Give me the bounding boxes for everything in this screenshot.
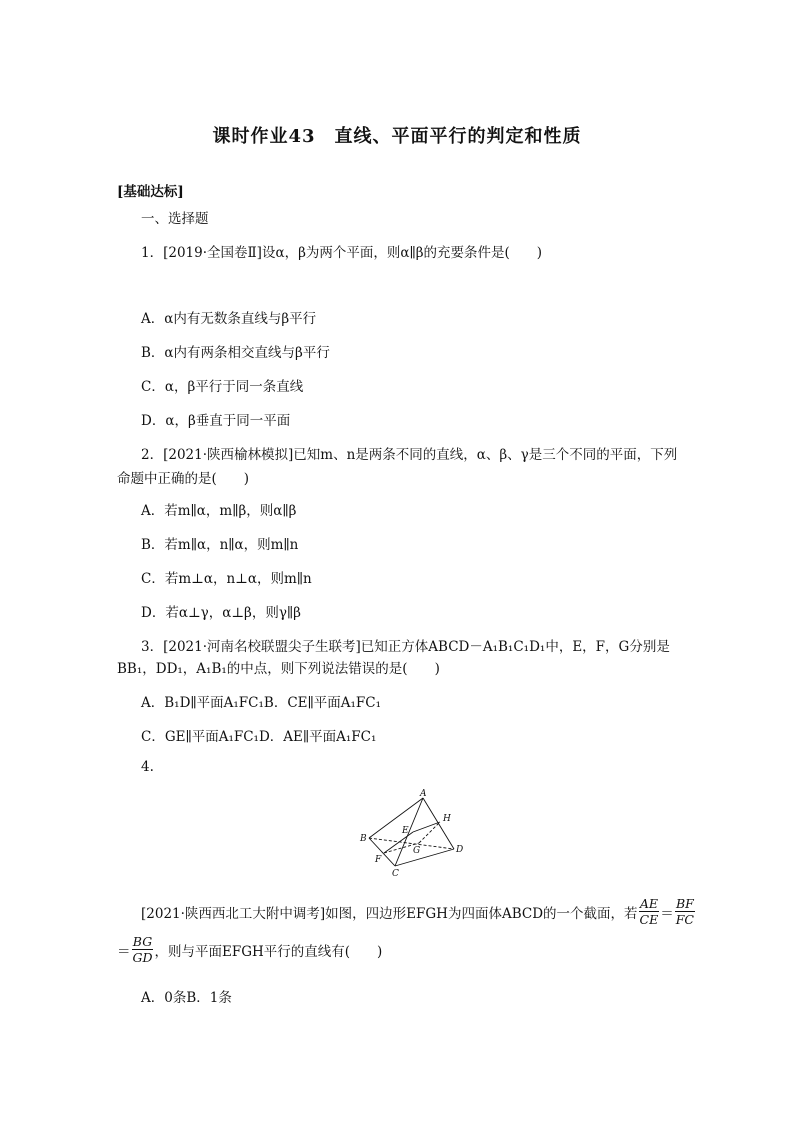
q1-option-d: D．α，β垂直于同一平面 (141, 413, 291, 429)
q1-stem: 1．[2019·全国卷Ⅱ]设α，β为两个平面，则α∥β的充要条件是( ) (141, 245, 543, 261)
q4-stem-line1 (141, 896, 696, 927)
q2-option-c: C．若m⊥α，n⊥α，则m∥n (141, 571, 312, 587)
q3-options-ab: A．B₁D∥平面A₁FC₁B．CE∥平面A₁FC₁ (141, 695, 382, 711)
equals-sign: ＝ (660, 905, 674, 922)
fraction-numerator: BG (132, 934, 153, 949)
label-b: B (360, 834, 367, 844)
label-c: C (392, 869, 399, 878)
edge-bd-hidden (369, 838, 454, 849)
q4-number: 4. (141, 759, 154, 775)
fraction-numerator: BF (675, 896, 694, 911)
label-h: H (443, 814, 451, 824)
section-eh (413, 822, 440, 832)
q2-option-a: A．若m∥α，m∥β，则α∥β (141, 503, 297, 519)
q3-stem-line1: 3．[2021·河南名校联盟尖子生联考]已知正方体ABCD－A₁B₁C₁D₁中，E，F，G分别是 (141, 639, 670, 655)
q1-option-a: A．α内有无数条直线与β平行 (141, 311, 317, 327)
label-g: G (413, 846, 421, 856)
part-heading: 一、选择题 (141, 211, 209, 227)
section-fe (384, 832, 413, 853)
fraction-bg-gd (132, 934, 154, 965)
q2-option-b: B．若m∥α，n∥α，则m∥n (141, 537, 299, 553)
q4-stem-pre: [2021·陕西西北工大附中调考]如图，四边形EFGH为四面体ABCD的一个截面，若 (141, 905, 638, 922)
q1-option-b: B．α内有两条相交直线与β平行 (141, 345, 330, 361)
label-a: A (420, 789, 427, 799)
q2-stem-line2: 命题中正确的是( ) (117, 471, 250, 487)
fraction-ae-ce (639, 896, 660, 927)
fraction-denominator: CE (639, 912, 659, 927)
fraction-numerator: AE (639, 896, 658, 911)
equals-sign: ＝ (117, 943, 131, 960)
q2-stem-line1: 2．[2021·陕西榆林模拟]已知m、n是两条不同的直线，α、β、γ是三个不同的平面，下列 (141, 447, 678, 463)
label-d: D (456, 845, 464, 855)
label-f: F (375, 855, 382, 865)
fraction-denominator: FC (675, 912, 694, 927)
page-title: 课时作业43 直线、平面平行的判定和性质 (212, 126, 582, 147)
q4-options: A．0条B．1条 (141, 990, 232, 1006)
fraction-bf-fc (675, 896, 695, 927)
q4-stem-line2 (117, 934, 382, 965)
q1-option-c: C．α，β平行于同一条直线 (141, 379, 304, 395)
edge-bc (369, 838, 395, 866)
q2-option-d: D．若α⊥γ，α⊥β，则γ∥β (141, 605, 301, 621)
tetrahedron-figure (356, 788, 468, 878)
label-e: E (402, 826, 409, 836)
q4-stem-post: ，则与平面EFGH平行的直线有( ) (154, 943, 383, 960)
fraction-denominator: GD (132, 950, 153, 965)
q3-options-cd: C．GE∥平面A₁FC₁D．AE∥平面A₁FC₁ (141, 729, 377, 745)
edge-cd (395, 849, 454, 866)
section-gh-hidden (419, 822, 440, 843)
section-heading: [基础达标] (117, 184, 184, 200)
q3-stem-line2: BB₁，DD₁，A₁B₁的中点，则下列说法错误的是( ) (117, 661, 440, 677)
